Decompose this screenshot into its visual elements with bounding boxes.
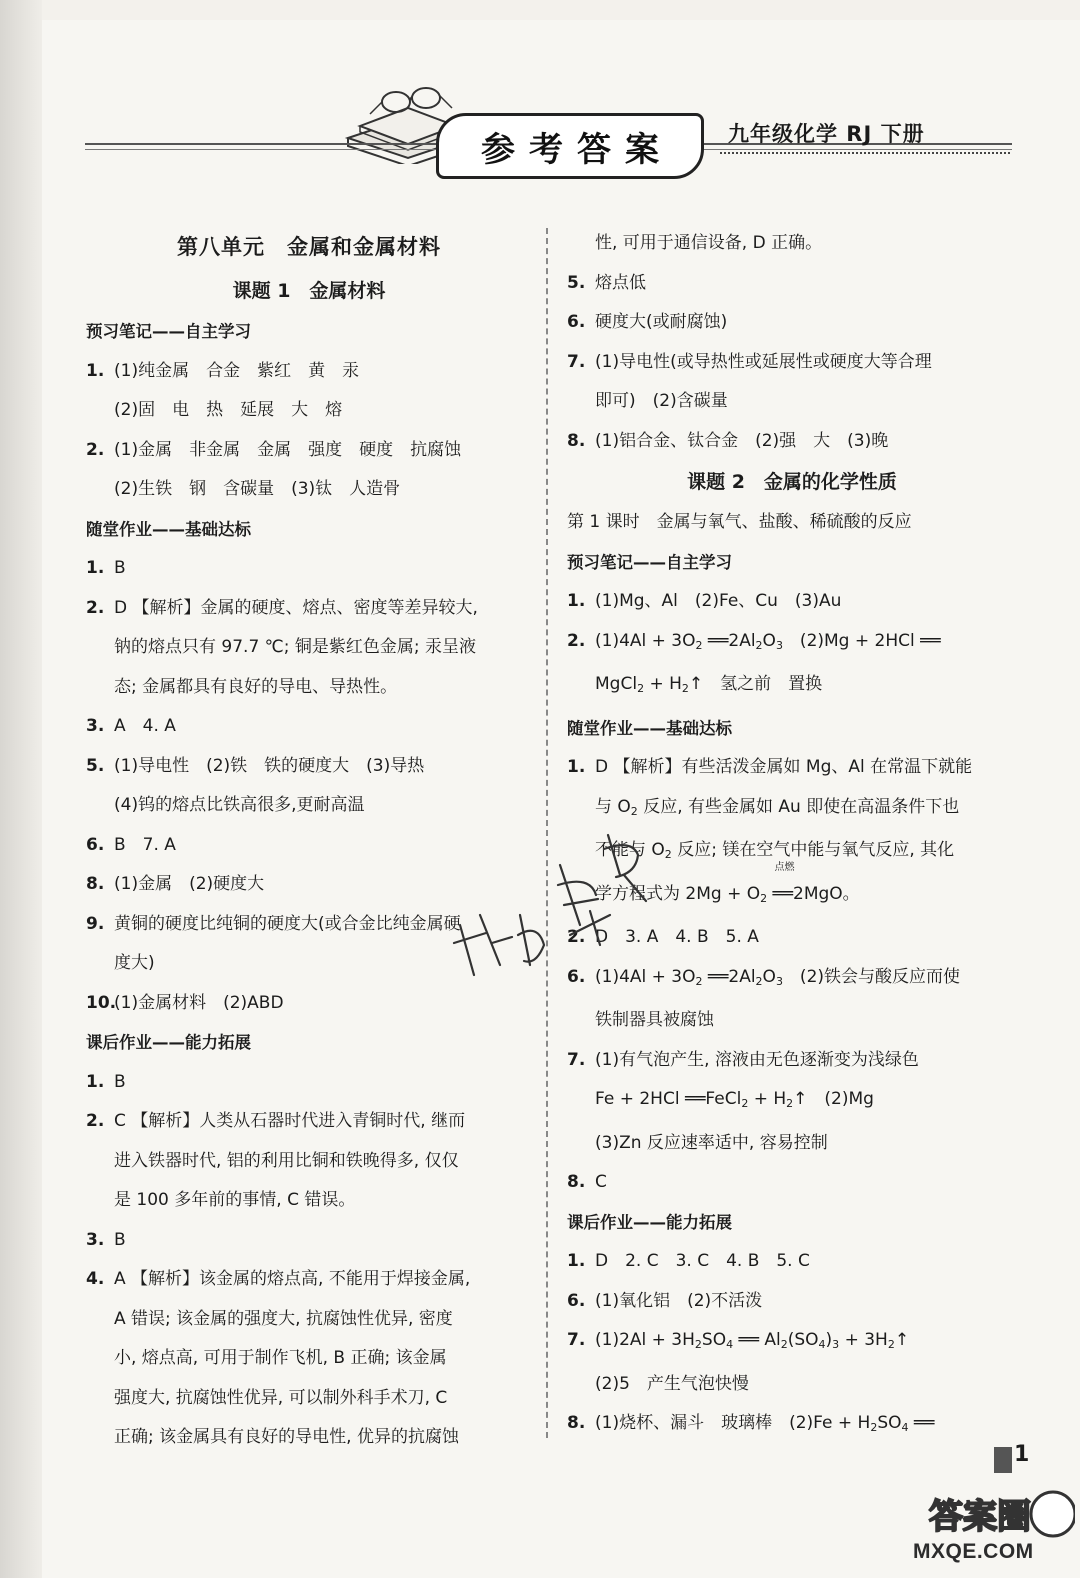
handwritten-scribble <box>440 815 670 990</box>
line-text: 不能与 $O_2$ 反应; 镁在空气中能与氧气反应, 其化 <box>595 840 955 861</box>
answer-item <box>86 747 532 787</box>
item-number: 8. <box>567 1172 586 1192</box>
line-text: $(1)2Al + 3H_2SO_4$ ══ $Al_2(SO_4)_3$ + $3H_2↑$ <box>595 1330 910 1351</box>
item-number: 2. <box>567 630 586 651</box>
line-text: 课题 2 金属的化学性质 <box>687 471 897 493</box>
answer-item <box>86 707 532 747</box>
answer-item <box>86 1260 532 1300</box>
section-heading <box>567 709 1017 749</box>
item-number: 3. <box>86 716 105 736</box>
line-text: 性, 可用于通信设备, D 正确。 <box>595 233 823 253</box>
answer-item <box>567 1163 1017 1203</box>
line-text: B <box>114 1229 126 1250</box>
line-text: (1)Mg、Al (2)Fe、Cu (3)Au <box>595 591 842 611</box>
line-text: 黄铜的硬度比纯铜的硬度大(或合金比纯金属硬 <box>114 913 461 934</box>
item-number: 4. <box>86 1269 105 1289</box>
answer-continuation <box>86 470 532 510</box>
answer-continuation <box>86 628 532 668</box>
line-text: 预习笔记——自主学习 <box>567 552 732 572</box>
answer-item <box>86 431 532 471</box>
line-text: 预习笔记——自主学习 <box>86 322 251 341</box>
item-number: 6. <box>567 966 586 987</box>
answer-continuation <box>86 1418 532 1458</box>
line-text: B 7. A <box>114 834 176 855</box>
unit-title <box>86 224 532 270</box>
answer-continuation <box>86 391 532 431</box>
item-number: 7. <box>567 1049 586 1070</box>
line-text: D 3. A 4. B 5. A <box>595 927 759 947</box>
text-line <box>567 503 1017 543</box>
item-number: 8. <box>86 874 105 894</box>
line-text: A 错误; 该金属的强度大, 抗腐蚀性优异, 密度 <box>114 1308 453 1329</box>
answer-continuation <box>86 1181 532 1221</box>
item-number: 7. <box>567 351 586 372</box>
line-text: 小, 熔点高, 可用于制作飞机, B 正确; 该金属 <box>114 1348 447 1368</box>
grade-underline <box>720 152 1010 154</box>
line-text: (1)导电性(或导热性或延展性或硬度大等合理 <box>595 351 932 372</box>
section-heading <box>86 312 532 352</box>
line-text: B <box>114 558 126 578</box>
watermark-brand: 答案圈 <box>929 1497 1031 1537</box>
item-number: 8. <box>567 430 586 451</box>
lesson-title <box>567 461 1017 503</box>
line-text: (3)Zn 反应速率适中, 容易控制 <box>595 1132 828 1153</box>
answer-continuation <box>86 668 532 708</box>
item-number: 1. <box>86 1071 105 1092</box>
line-text: 熔点低 <box>595 272 646 293</box>
answer-continuation <box>567 1365 1017 1405</box>
item-number: 2. <box>86 597 105 618</box>
line-text: (1)金属 (2)硬度大 <box>114 874 265 894</box>
item-number: 2. <box>86 439 105 460</box>
page-number: 1 <box>1014 1442 1030 1467</box>
line-text: 度大) <box>114 953 155 973</box>
answer-item <box>567 343 1017 383</box>
answer-item <box>567 1404 1017 1448</box>
item-number: 2. <box>567 927 586 947</box>
line-text: B <box>114 1071 126 1092</box>
line-text: (2)生铁 钢 含碳量 (3)钛 人造骨 <box>114 479 401 499</box>
line-text: 硬度大(或耐腐蚀) <box>595 312 728 332</box>
grade-label: 九年级化学 RJ 下册 <box>728 122 925 146</box>
item-number: 1. <box>86 360 105 381</box>
line-text: D 2. C 3. C 4. B 5. C <box>595 1251 810 1271</box>
line-text: 随堂作业——基础达标 <box>567 718 732 738</box>
line-text: 铁制器具被腐蚀 <box>595 1010 714 1030</box>
answer-item <box>567 1321 1017 1365</box>
line-text: 随堂作业——基础达标 <box>86 519 251 539</box>
section-heading <box>86 1023 532 1063</box>
line-text: $(1)4Al + 3O_2$ $══2Al_2O_3$ (2)铁会与酸反应而使 <box>595 966 961 988</box>
item-number: 9. <box>86 913 105 934</box>
answer-continuation <box>86 1300 532 1340</box>
answer-continuation <box>567 1124 1017 1164</box>
line-text: 进入铁器时代, 铝的利用比铜和铁晚得多, 仅仅 <box>114 1150 459 1171</box>
page-number-bar <box>994 1447 1012 1473</box>
item-number: 2. <box>86 1111 105 1131</box>
line-text: (1)导电性 (2)铁 铁的硬度大 (3)导热 <box>114 755 425 776</box>
item-number: 3. <box>86 1229 105 1250</box>
line-text: C 【解析】人类从石器时代进入青铜时代, 继而 <box>114 1111 466 1131</box>
item-number: 10. <box>86 992 117 1013</box>
answer-item <box>86 589 532 629</box>
answer-item <box>567 748 1017 788</box>
line-text: 正确; 该金属具有良好的导电性, 优异的抗腐蚀 <box>114 1427 459 1447</box>
line-text: MgCl$_2$ + $H_2↑$ 氢之前 置换 <box>595 674 823 695</box>
line-text: 是 100 多年前的事情, C 错误。 <box>114 1190 356 1210</box>
line-text: 钠的熔点只有 97.7 ℃; 铜是紫红色金属; 汞呈液 <box>114 637 477 657</box>
item-number: 8. <box>567 1413 586 1433</box>
answer-item <box>567 622 1017 666</box>
line-text: (2)固 电 热 延展 大 熔 <box>114 400 343 420</box>
line-text: 第 1 课时 金属与氧气、盐酸、稀硫酸的反应 <box>567 512 912 532</box>
item-number: 6. <box>567 312 586 332</box>
answer-item <box>567 1041 1017 1081</box>
line-text: (1)烧杯、漏斗 玻璃棒 $(2)Fe + H_2SO_4$ ══ <box>595 1413 935 1434</box>
line-text: D 【解析】金属的硬度、熔点、密度等差异较大, <box>114 597 478 618</box>
line-text: D 【解析】有些活泼金属如 Mg、Al 在常温下就能 <box>595 757 973 777</box>
line-text: Fe + 2HCl ══FeCl$_2$ + $H_2↑$ (2)Mg <box>595 1089 874 1110</box>
answer-continuation <box>86 1339 532 1379</box>
answer-item <box>86 549 532 589</box>
line-text: 学方程式为 $2Mg + O_2$ 点燃 ══2MgO。 <box>595 861 860 905</box>
item-number: 1. <box>567 1251 586 1271</box>
watermark-logo-icon <box>905 1488 1075 1540</box>
line-text: A 4. A <box>114 716 176 736</box>
item-number: 6. <box>86 834 105 855</box>
item-number: 5. <box>86 755 105 776</box>
answer-continuation <box>567 224 1017 264</box>
item-number: 1. <box>567 591 586 611</box>
watermark-url: MXQE.COM <box>913 1540 1034 1563</box>
answer-continuation <box>567 665 1017 709</box>
answer-item <box>567 264 1017 304</box>
line-text: 即可) (2)含碳量 <box>595 391 728 411</box>
line-text: C <box>595 1172 607 1192</box>
line-text: 强度大, 抗腐蚀性优异, 可以制外科手术刀, C <box>114 1387 448 1408</box>
answer-item <box>86 1063 532 1103</box>
answer-continuation <box>567 1080 1017 1124</box>
line-text: $(1)4Al + 3O_2$ $══2Al_2O_3$ (2)Mg + 2HCl ══ <box>595 630 941 652</box>
section-heading <box>86 510 532 550</box>
answer-item <box>86 352 532 392</box>
answer-item <box>567 1282 1017 1322</box>
answer-banner <box>436 113 704 179</box>
item-number: 6. <box>567 1290 586 1311</box>
answer-item <box>567 303 1017 343</box>
line-text: 态; 金属都具有良好的导电、导热性。 <box>114 676 398 697</box>
site-watermark <box>905 1488 1075 1568</box>
line-text: (4)钨的熔点比铁高很多,更耐高温 <box>114 795 365 815</box>
line-text: (1)纯金属 合金 紫红 黄 汞 <box>114 360 360 381</box>
answer-item <box>567 582 1017 622</box>
answer-continuation <box>567 382 1017 422</box>
item-number: 5. <box>567 272 586 293</box>
answer-item <box>567 422 1017 462</box>
answer-continuation <box>86 1142 532 1182</box>
answer-item <box>567 1242 1017 1282</box>
line-text: 课后作业——能力拓展 <box>567 1212 732 1232</box>
answer-item <box>86 1221 532 1261</box>
line-text: (1)铝合金、钛合金 (2)强 大 (3)晚 <box>595 430 889 451</box>
line-text: 第八单元 金属和金属材料 <box>177 235 441 259</box>
line-text: A 【解析】该金属的熔点高, 不能用于焊接金属, <box>114 1269 471 1289</box>
section-heading <box>567 1203 1017 1243</box>
line-text: 课题 1 金属材料 <box>232 280 386 302</box>
line-text: (1)有气泡产生, 溶液由无色逐渐变为浅绿色 <box>595 1049 919 1070</box>
line-text: (1)氧化铝 (2)不活泼 <box>595 1290 763 1311</box>
book-spine-shadow <box>0 0 42 1578</box>
answer-item <box>86 1102 532 1142</box>
answer-continuation <box>86 1379 532 1419</box>
line-text: (2)5 产生气泡快慢 <box>595 1373 749 1394</box>
item-number: 1. <box>567 757 586 777</box>
item-number: 1. <box>86 558 105 578</box>
line-text: (1)金属材料 (2)ABD <box>114 992 284 1013</box>
line-text: 与 $O_2$ 反应, 有些金属如 Au 即使在高温条件下也 <box>595 796 960 818</box>
page-title: 参考答案 <box>481 129 673 170</box>
line-text: (1)金属 非金属 金属 强度 硬度 抗腐蚀 <box>114 439 462 460</box>
item-number: 7. <box>567 1330 586 1350</box>
answer-continuation <box>567 1001 1017 1041</box>
lesson-title <box>86 270 532 312</box>
section-heading <box>567 543 1017 583</box>
line-text: 课后作业——能力拓展 <box>86 1033 251 1052</box>
